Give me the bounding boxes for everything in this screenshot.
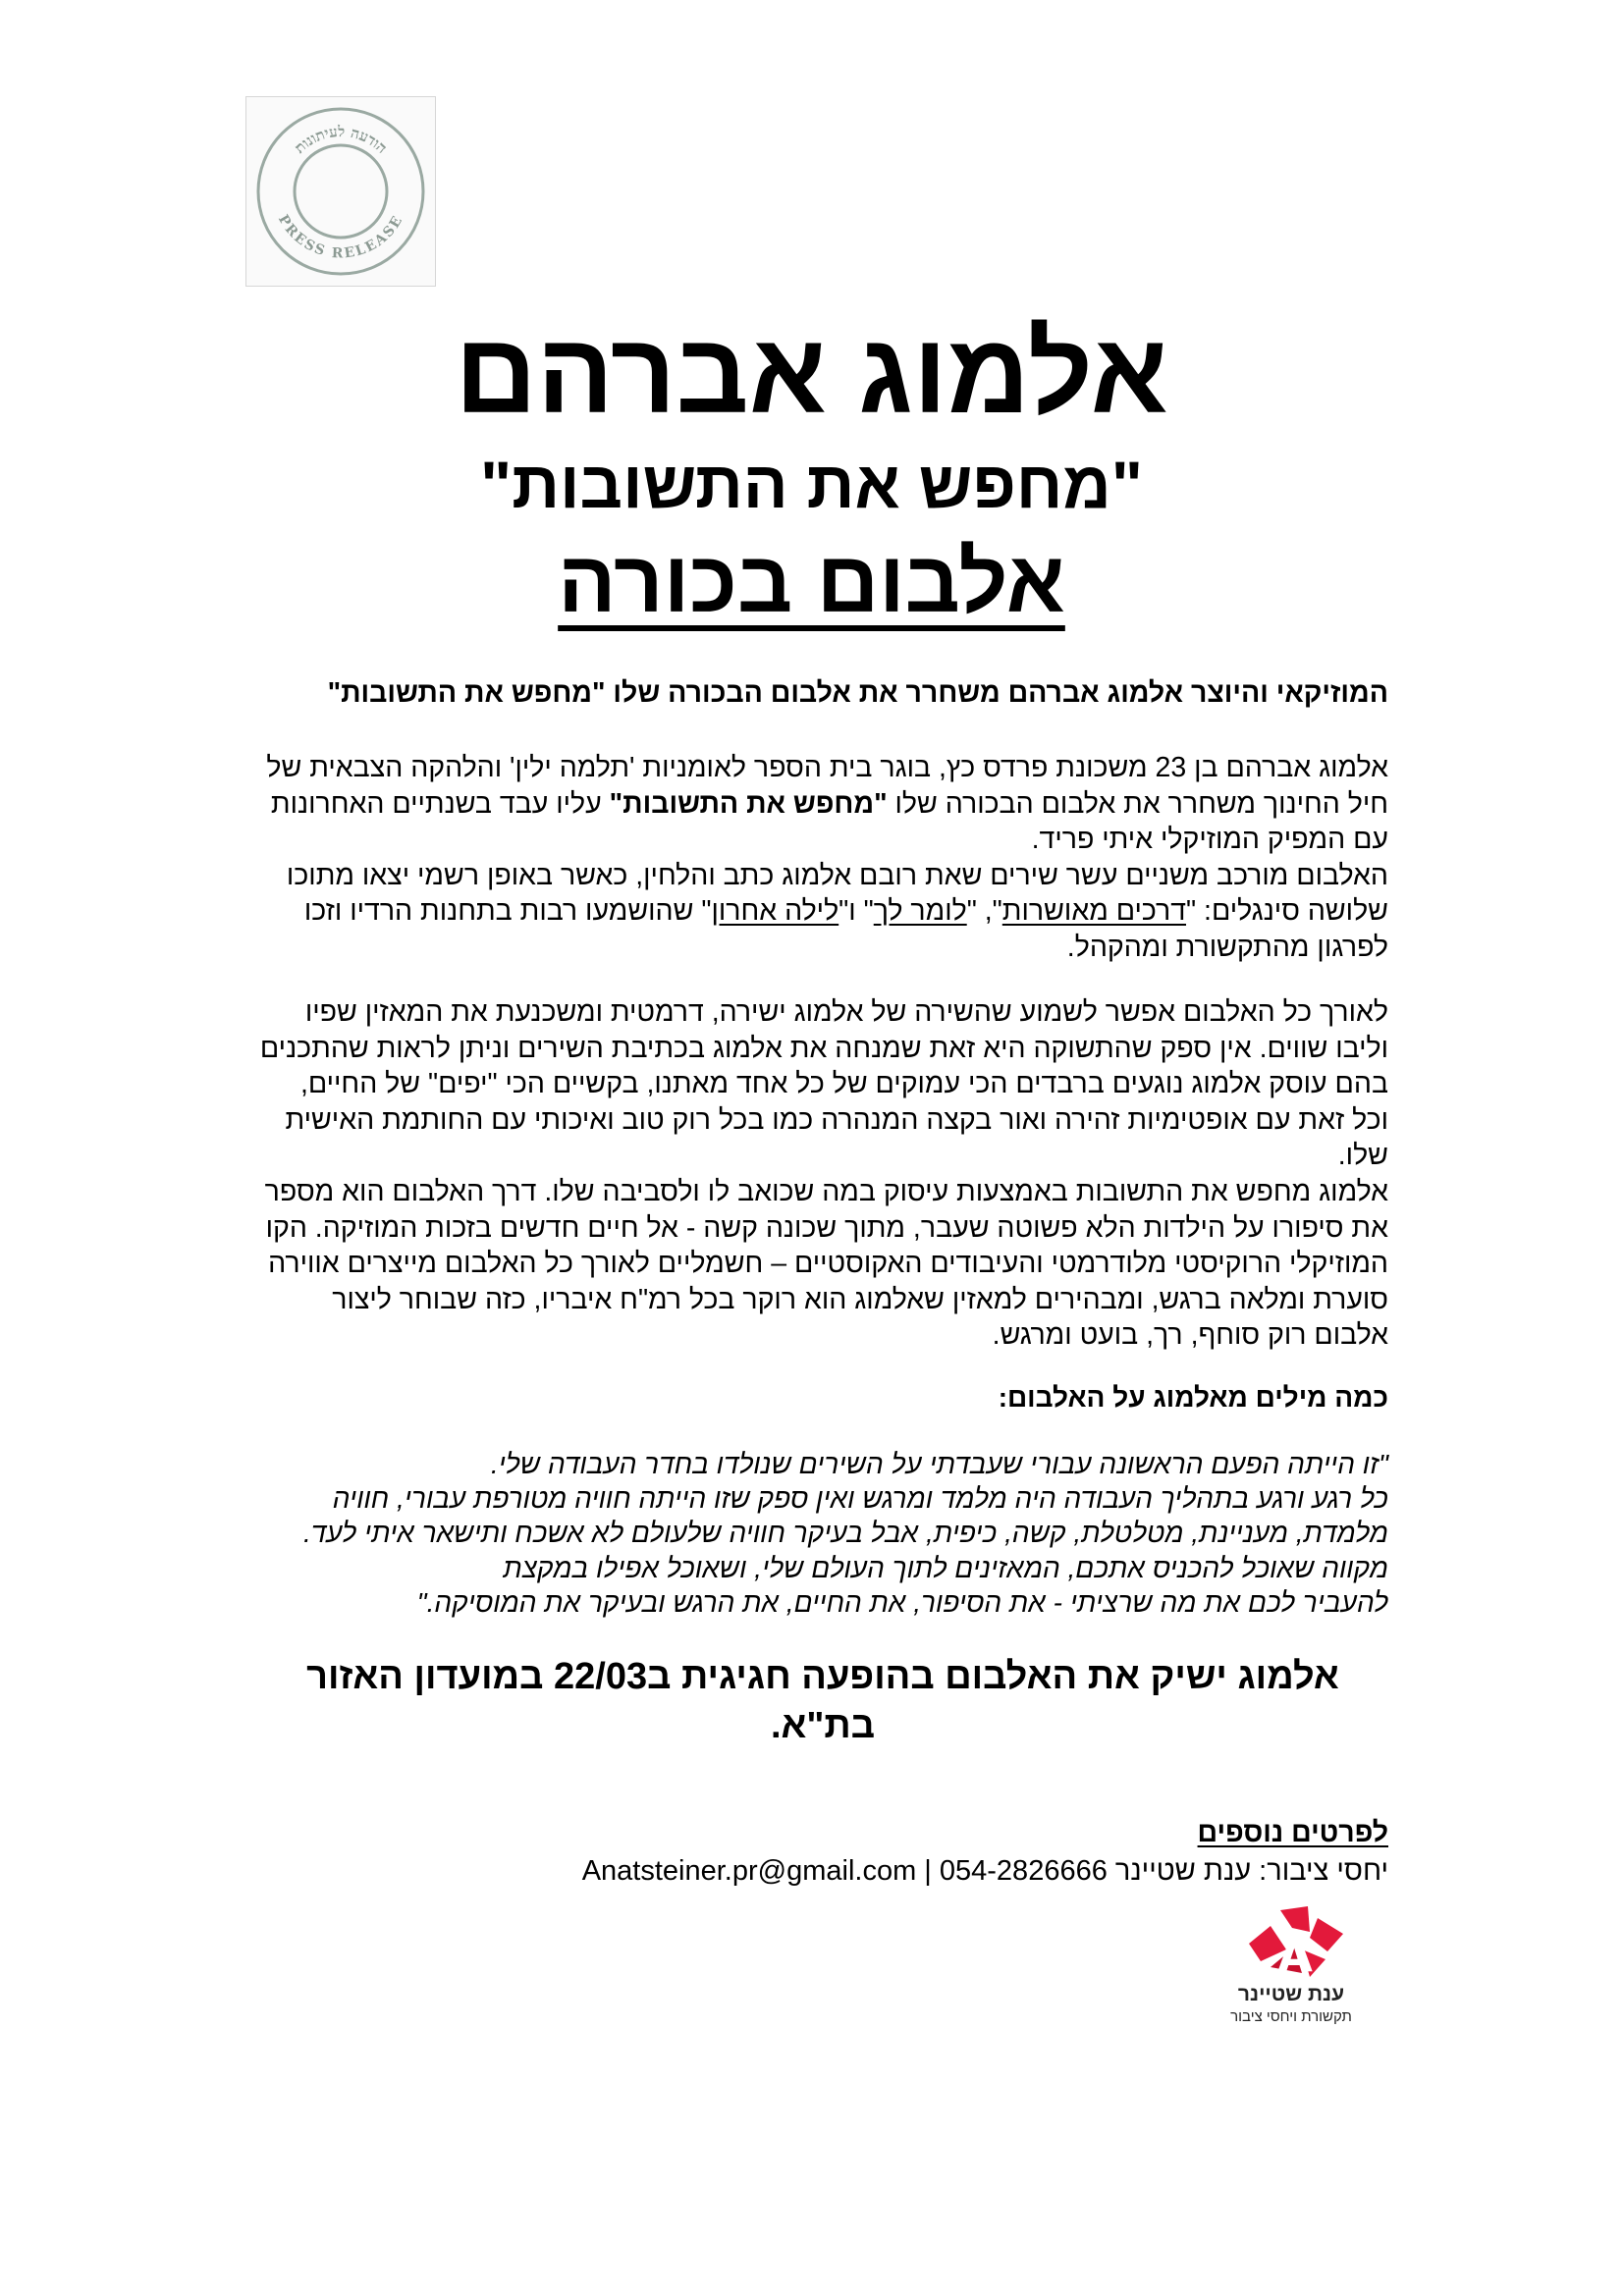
lead-paragraph: המוזיקאי והיוצר אלמוג אברהם משחרר את אלבום הבכורה שלו "מחפש את התשובות" bbox=[327, 677, 1388, 709]
stamp-bottom-text: PRESS RELEASE bbox=[274, 212, 407, 262]
more-details-heading bbox=[257, 1814, 1388, 1851]
launch-announcement: אלמוג ישיק את האלבום בהופעה חגיגית ב22/03 במועדון האזור בת"א. bbox=[306, 1656, 1339, 1746]
singles-text-d: " שהושמעו רבות בתחנות הרדיו וזכו לפרגון מהתקשורת ומהקהל. bbox=[303, 895, 1388, 963]
contact-line: יחסי ציבור: ענת שטיינר 054-2826666 | Anatsteiner.pr@gmail.com bbox=[581, 1855, 1388, 1887]
singles-text-a: האלבום מורכב משניים עשר שירים שאת רובם אלמוג כתב והלחין, כאשר באופן רשמי יצאו מתוכו שלושה סינגלים: " bbox=[286, 859, 1388, 928]
single-2: לומר לך bbox=[873, 895, 967, 928]
album-name-bold: "מחפש את התשובות" bbox=[609, 787, 888, 820]
title-block bbox=[0, 306, 1623, 636]
stamp-seal-icon bbox=[246, 97, 435, 286]
logo-tagline: תקשורת ויחסי ציבור bbox=[1230, 2008, 1352, 2025]
album-type-text: אלבום בכורה bbox=[558, 533, 1065, 630]
artist-quote bbox=[257, 1447, 1388, 1620]
singles-text-c: " ו" bbox=[839, 895, 874, 928]
svg-text:הודעה לעיתונות bbox=[291, 123, 391, 157]
more-details-text: לפרטים נוספים bbox=[1197, 1817, 1388, 1848]
single-3: לילה אחרון bbox=[711, 895, 839, 928]
logo-name: ענת שטיינר bbox=[1237, 1983, 1345, 2005]
logo-letter: A bbox=[1277, 1929, 1313, 1982]
intro-paragraph bbox=[257, 750, 1388, 858]
page-title: אלמוג אברהם bbox=[455, 309, 1168, 437]
press-release-stamp bbox=[245, 96, 436, 287]
quote-line-2: כל רגע ורגע בתהליך העבודה היה מלמד ומרגש ואין ספק שזו הייתה חוויה מטורפת עבורי, חוויה מלמדת, מעניינת, מטלטלת, קשה, כיפית, אבל בעיקר חוויה שלעולם לא אשכח ותישאר איתי לעד. bbox=[302, 1483, 1388, 1549]
singles-paragraph bbox=[257, 858, 1388, 966]
intro-text-b: עליו עבד בשנתיים האחרונות עם המפיק המוזיקלי איתי פריד. bbox=[270, 787, 1388, 856]
stamp-top-text: הודעה לעיתונות bbox=[291, 122, 391, 157]
album-type-title bbox=[0, 528, 1623, 636]
album-name-title: "מחפש את התשובות" bbox=[479, 448, 1144, 522]
singles-text-b: ", " bbox=[966, 895, 1002, 928]
quote-line-4: להעביר לכם את מה שרציתי - את הסיפור, את החיים, את הרגש ובעיקר את המוסיקה." bbox=[416, 1586, 1388, 1618]
description-paragraph-2: אלמוג מחפש את התשובות באמצעות עיסוק במה שכואב לו ולסביבה שלו. דרך האלבום הוא מספר את סיפורו על הילדות הלא פשוטה שעבר, מתוך שכונה קשה - אל חיים חדשים בזכות המוזיקה. הקו המוזיקלי הרוקיסטי מלודרמטי והעיבודים האקוסטיים – חשמליים לאורך כל האלבום מייצרים אווירה סוערת ומלאה ברגש, ומבהירים למאזין שאלמוג הוא רוקר בכל רמ"ח איבריו, כזה שבוחר ליצור אלבום רוק סוחף, רך, בועט ומרגש. bbox=[264, 1175, 1388, 1352]
description-section bbox=[257, 994, 1388, 1354]
intro-section bbox=[257, 750, 1388, 966]
quote-heading: כמה מילים מאלמוג על האלבום: bbox=[998, 1382, 1388, 1413]
intro-text-a: אלמוג אברהם בן 23 משכונת פרדס כץ, בוגר בית הספר לאומניות 'תלמה ילין' והלהקה הצבאית של חיל החינוך משחרר את אלבום הבכורה שלו bbox=[266, 752, 1388, 820]
description-paragraph-1: לאורך כל האלבום אפשר לשמוע שהשירה של אלמוג ישירה, דרמטית ומשכנעת את המאזין שפיו וליבו שווים. אין ספק שהתשוקה היא זאת שמנחה את אלמוג בכתיבת השירים וניתן לראות שהתכנים בהם עוסק אלמוג נוגעים ברבדים הכי עמוקים של כל אחד מאתנו, בקשיים הכי "יפים" של החיים, וכל זאת עם אופטימיות זהירה ואור בקצה המנהרה כמו בכל רוק טוב ואיכותי עם החותמת האישית שלו. bbox=[259, 996, 1388, 1172]
single-1: דרכים מאושרות bbox=[1001, 895, 1187, 928]
quote-line-3: מקווה שאוכל להכניס אתכם, המאזינים לתוך העולם שלי, ושאוכל אפילו במקצת bbox=[503, 1552, 1388, 1583]
quote-line-1: "זו הייתה הפעם הראשונה עבורי שעבדתי על השירים שנולדו בחדר העבודה שלי. bbox=[490, 1449, 1388, 1479]
